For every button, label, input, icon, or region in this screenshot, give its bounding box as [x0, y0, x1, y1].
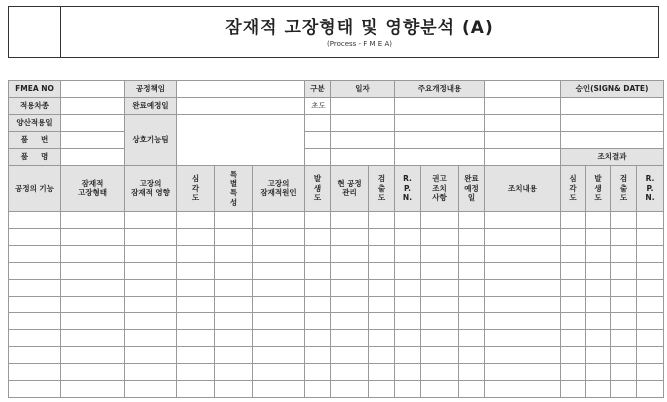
cell[interactable]	[305, 330, 331, 347]
field-date-1[interactable]	[331, 97, 395, 114]
cell[interactable]	[331, 296, 369, 313]
cell[interactable]	[177, 347, 215, 364]
cell[interactable]	[421, 381, 459, 398]
cell[interactable]	[9, 364, 61, 381]
cell[interactable]	[331, 347, 369, 364]
cell[interactable]	[369, 296, 395, 313]
cell[interactable]	[125, 313, 177, 330]
cell[interactable]	[331, 245, 369, 262]
cell[interactable]	[331, 364, 369, 381]
label-approval: 승인(SIGN& DATE)	[561, 81, 664, 98]
cell[interactable]	[331, 330, 369, 347]
cell[interactable]	[561, 245, 586, 262]
label-fmea-no: FMEA NO	[9, 81, 61, 98]
cell[interactable]	[369, 347, 395, 364]
cell[interactable]	[215, 245, 253, 262]
logo-cell	[9, 7, 61, 57]
header-severity: 심 각 도	[177, 165, 215, 211]
cell[interactable]	[485, 228, 561, 245]
cell[interactable]	[611, 228, 637, 245]
cell[interactable]	[125, 245, 177, 262]
cell[interactable]	[459, 228, 485, 245]
header-action-results: 조치결과	[561, 148, 664, 165]
cell[interactable]	[395, 212, 421, 229]
cell[interactable]	[215, 313, 253, 330]
cell[interactable]	[331, 212, 369, 229]
fmea-form-table	[8, 80, 664, 398]
cell[interactable]	[611, 313, 637, 330]
cell[interactable]	[215, 279, 253, 296]
cell[interactable]	[637, 313, 664, 330]
cell[interactable]	[215, 381, 253, 398]
cell[interactable]	[421, 296, 459, 313]
field-approval-3[interactable]	[561, 131, 664, 148]
cell[interactable]	[305, 381, 331, 398]
cell[interactable]	[215, 347, 253, 364]
cell[interactable]	[305, 212, 331, 229]
cell[interactable]	[253, 262, 305, 279]
cell[interactable]	[125, 381, 177, 398]
cell[interactable]	[369, 330, 395, 347]
cell[interactable]	[331, 381, 369, 398]
header-result-rpn: R. P. N.	[637, 165, 664, 211]
cell[interactable]	[125, 212, 177, 229]
cell[interactable]	[561, 262, 586, 279]
cell[interactable]	[215, 228, 253, 245]
cell[interactable]	[215, 262, 253, 279]
cell[interactable]	[485, 330, 561, 347]
field-cross-functional-team[interactable]	[177, 114, 305, 165]
cell[interactable]	[459, 330, 485, 347]
cell[interactable]	[459, 262, 485, 279]
cell[interactable]	[177, 262, 215, 279]
cell[interactable]	[395, 364, 421, 381]
form-subtitle: (Process - F M E A)	[327, 40, 392, 48]
cell[interactable]	[215, 330, 253, 347]
header-occurrence: 발 생 도	[305, 165, 331, 211]
cell[interactable]	[305, 228, 331, 245]
cell[interactable]	[9, 313, 61, 330]
field-category-3[interactable]	[305, 131, 331, 148]
cell[interactable]	[485, 296, 561, 313]
label-category: 구분	[305, 81, 331, 98]
field-process-owner[interactable]	[177, 81, 305, 98]
cell[interactable]	[369, 381, 395, 398]
field-due-date[interactable]	[177, 97, 305, 114]
cell[interactable]	[9, 296, 61, 313]
cell[interactable]	[369, 212, 395, 229]
cell[interactable]	[305, 347, 331, 364]
cell[interactable]	[485, 347, 561, 364]
cell[interactable]	[305, 313, 331, 330]
label-process-owner: 공정책임	[125, 81, 177, 98]
cell[interactable]	[253, 381, 305, 398]
label-part-no: 품 번	[9, 131, 61, 148]
cell[interactable]	[459, 279, 485, 296]
cell[interactable]	[9, 228, 61, 245]
field-rev-spare-3[interactable]	[485, 131, 561, 148]
label-model: 적용차종	[9, 97, 61, 114]
cell[interactable]	[459, 381, 485, 398]
field-mass-production-date[interactable]	[61, 114, 125, 131]
cell[interactable]	[331, 262, 369, 279]
field-rev-spare-1[interactable]	[485, 97, 561, 114]
field-part-no[interactable]	[61, 131, 125, 148]
cell[interactable]	[561, 364, 586, 381]
cell[interactable]	[125, 262, 177, 279]
cell[interactable]	[586, 330, 611, 347]
cell[interactable]	[9, 381, 61, 398]
label-cross-functional-team: 상호기능팀	[125, 114, 177, 165]
field-approval-2[interactable]	[561, 114, 664, 131]
cell[interactable]	[586, 212, 611, 229]
cell[interactable]	[611, 262, 637, 279]
cell[interactable]	[61, 212, 125, 229]
cell[interactable]	[421, 228, 459, 245]
field-fmea-no[interactable]	[61, 81, 125, 98]
cell[interactable]	[395, 381, 421, 398]
field-model[interactable]	[61, 97, 125, 114]
field-date-3[interactable]	[331, 131, 395, 148]
cell[interactable]	[305, 245, 331, 262]
cell[interactable]	[561, 330, 586, 347]
cell[interactable]	[369, 364, 395, 381]
cell[interactable]	[395, 330, 421, 347]
cell[interactable]	[177, 228, 215, 245]
cell[interactable]	[637, 228, 664, 245]
cell[interactable]	[61, 313, 125, 330]
cell[interactable]	[61, 330, 125, 347]
cell[interactable]	[369, 279, 395, 296]
cell[interactable]	[561, 279, 586, 296]
cell[interactable]	[61, 245, 125, 262]
cell[interactable]	[253, 313, 305, 330]
field-revision-1[interactable]	[395, 97, 485, 114]
cell[interactable]	[215, 212, 253, 229]
cell[interactable]	[331, 313, 369, 330]
cell[interactable]	[561, 313, 586, 330]
cell[interactable]	[125, 279, 177, 296]
cell[interactable]	[253, 364, 305, 381]
cell[interactable]	[637, 381, 664, 398]
cell[interactable]	[637, 245, 664, 262]
header-rpn: R. P. N.	[395, 165, 421, 211]
header-result-severity: 심 각 도	[561, 165, 586, 211]
cell[interactable]	[61, 279, 125, 296]
cell[interactable]	[369, 262, 395, 279]
cell[interactable]	[421, 212, 459, 229]
cell[interactable]	[421, 313, 459, 330]
cell[interactable]	[485, 313, 561, 330]
cell[interactable]	[459, 245, 485, 262]
header-result-detection: 검 출 도	[611, 165, 637, 211]
cell[interactable]	[421, 364, 459, 381]
cell[interactable]	[369, 245, 395, 262]
label-mass-production-date: 양산적용일	[9, 114, 61, 131]
title-box	[8, 6, 659, 58]
cell[interactable]	[61, 381, 125, 398]
cell[interactable]	[395, 279, 421, 296]
cell[interactable]	[369, 228, 395, 245]
cell[interactable]	[586, 364, 611, 381]
cell[interactable]	[421, 347, 459, 364]
field-approval-1[interactable]	[561, 97, 664, 114]
cell[interactable]	[125, 347, 177, 364]
cell[interactable]	[459, 296, 485, 313]
cell[interactable]	[331, 228, 369, 245]
field-part-name[interactable]	[61, 148, 125, 165]
header-recommended-action: 권고 조치 사항	[421, 165, 459, 211]
field-rev-spare-4[interactable]	[485, 148, 561, 165]
label-revision-content: 주요개정내용	[395, 81, 485, 98]
field-revision-2[interactable]	[395, 114, 485, 131]
cell[interactable]	[253, 279, 305, 296]
cell[interactable]	[637, 296, 664, 313]
field-date-2[interactable]	[331, 114, 395, 131]
cell[interactable]	[611, 330, 637, 347]
cell[interactable]	[611, 245, 637, 262]
cell[interactable]	[637, 330, 664, 347]
cell[interactable]	[421, 262, 459, 279]
header-potential-failure-mode: 잠재적 고장형태	[61, 165, 125, 211]
label-part-name: 품 명	[9, 148, 61, 165]
cell[interactable]	[253, 296, 305, 313]
cell[interactable]	[459, 212, 485, 229]
form-title: 잠재적 고장형태 및 영향분석 (A)	[225, 18, 494, 38]
cell[interactable]	[177, 313, 215, 330]
cell[interactable]	[611, 212, 637, 229]
cell[interactable]	[586, 347, 611, 364]
cell[interactable]	[395, 245, 421, 262]
header-action-taken: 조치내용	[485, 165, 561, 211]
cell[interactable]	[611, 364, 637, 381]
cell[interactable]	[9, 330, 61, 347]
cell[interactable]	[215, 364, 253, 381]
cell[interactable]	[611, 381, 637, 398]
cell[interactable]	[253, 347, 305, 364]
cell[interactable]	[586, 262, 611, 279]
cell[interactable]	[177, 279, 215, 296]
cell[interactable]	[395, 296, 421, 313]
cell[interactable]	[9, 262, 61, 279]
header-potential-cause: 고장의 잠재적원인	[253, 165, 305, 211]
cell[interactable]	[637, 364, 664, 381]
cell[interactable]	[61, 228, 125, 245]
cell[interactable]	[561, 228, 586, 245]
cell[interactable]	[611, 296, 637, 313]
cell[interactable]	[561, 212, 586, 229]
cell[interactable]	[177, 364, 215, 381]
cell[interactable]	[215, 296, 253, 313]
cell[interactable]	[561, 347, 586, 364]
header-potential-effect: 고장의 잠재적 영향	[125, 165, 177, 211]
cell[interactable]	[9, 245, 61, 262]
cell[interactable]	[125, 330, 177, 347]
cell[interactable]	[395, 262, 421, 279]
cell[interactable]	[253, 228, 305, 245]
cell[interactable]	[177, 296, 215, 313]
cell[interactable]	[586, 313, 611, 330]
cell[interactable]	[485, 279, 561, 296]
field-revision-4[interactable]	[395, 148, 485, 165]
cell[interactable]	[61, 262, 125, 279]
cell[interactable]	[421, 330, 459, 347]
header-special-characteristic: 특 별 특 성	[215, 165, 253, 211]
header-completion-due: 완료 예정 일	[459, 165, 485, 211]
cell[interactable]	[459, 347, 485, 364]
cell[interactable]	[395, 313, 421, 330]
cell[interactable]	[586, 381, 611, 398]
cell[interactable]	[459, 313, 485, 330]
cell[interactable]	[9, 212, 61, 229]
cell[interactable]	[253, 245, 305, 262]
cell[interactable]	[421, 245, 459, 262]
cell[interactable]	[586, 296, 611, 313]
cell[interactable]	[177, 245, 215, 262]
header-current-control: 현 공정 관리	[331, 165, 369, 211]
cell[interactable]	[177, 330, 215, 347]
cell[interactable]	[125, 364, 177, 381]
cell[interactable]	[9, 279, 61, 296]
cell[interactable]	[485, 364, 561, 381]
cell[interactable]	[125, 296, 177, 313]
cell[interactable]	[611, 279, 637, 296]
field-category-4[interactable]	[305, 148, 331, 165]
cell[interactable]	[177, 381, 215, 398]
header-detection: 검 출 도	[369, 165, 395, 211]
cell[interactable]	[305, 279, 331, 296]
cell[interactable]	[61, 296, 125, 313]
cell[interactable]	[61, 364, 125, 381]
cell[interactable]	[459, 364, 485, 381]
cell[interactable]	[637, 262, 664, 279]
cell[interactable]	[611, 347, 637, 364]
cell[interactable]	[586, 245, 611, 262]
cell[interactable]	[485, 262, 561, 279]
cell[interactable]	[586, 279, 611, 296]
cell[interactable]	[331, 279, 369, 296]
cell[interactable]	[637, 212, 664, 229]
cell[interactable]	[421, 279, 459, 296]
field-category-2[interactable]	[305, 114, 331, 131]
cell[interactable]	[561, 381, 586, 398]
label-date: 일자	[331, 81, 395, 98]
field-rev-spare-2[interactable]	[485, 114, 561, 131]
field-revision-spare[interactable]	[485, 81, 561, 98]
cell[interactable]	[637, 279, 664, 296]
cell[interactable]	[637, 347, 664, 364]
cell[interactable]	[305, 364, 331, 381]
cell[interactable]	[253, 330, 305, 347]
cell[interactable]	[253, 212, 305, 229]
cell[interactable]	[177, 212, 215, 229]
cell[interactable]	[61, 347, 125, 364]
cell[interactable]	[395, 347, 421, 364]
cell[interactable]	[586, 228, 611, 245]
cell[interactable]	[305, 296, 331, 313]
cell[interactable]	[485, 381, 561, 398]
cell[interactable]	[485, 245, 561, 262]
cell[interactable]	[125, 228, 177, 245]
header-process-function: 공정의 기능	[9, 165, 61, 211]
cell[interactable]	[9, 347, 61, 364]
cell[interactable]	[561, 296, 586, 313]
field-date-4[interactable]	[331, 148, 395, 165]
cell[interactable]	[305, 262, 331, 279]
category-first-issue: 초도	[305, 97, 331, 114]
label-due-date: 완료예정일	[125, 97, 177, 114]
cell[interactable]	[369, 313, 395, 330]
header-result-occurrence: 발 생 도	[586, 165, 611, 211]
cell[interactable]	[395, 228, 421, 245]
field-revision-3[interactable]	[395, 131, 485, 148]
cell[interactable]	[485, 212, 561, 229]
